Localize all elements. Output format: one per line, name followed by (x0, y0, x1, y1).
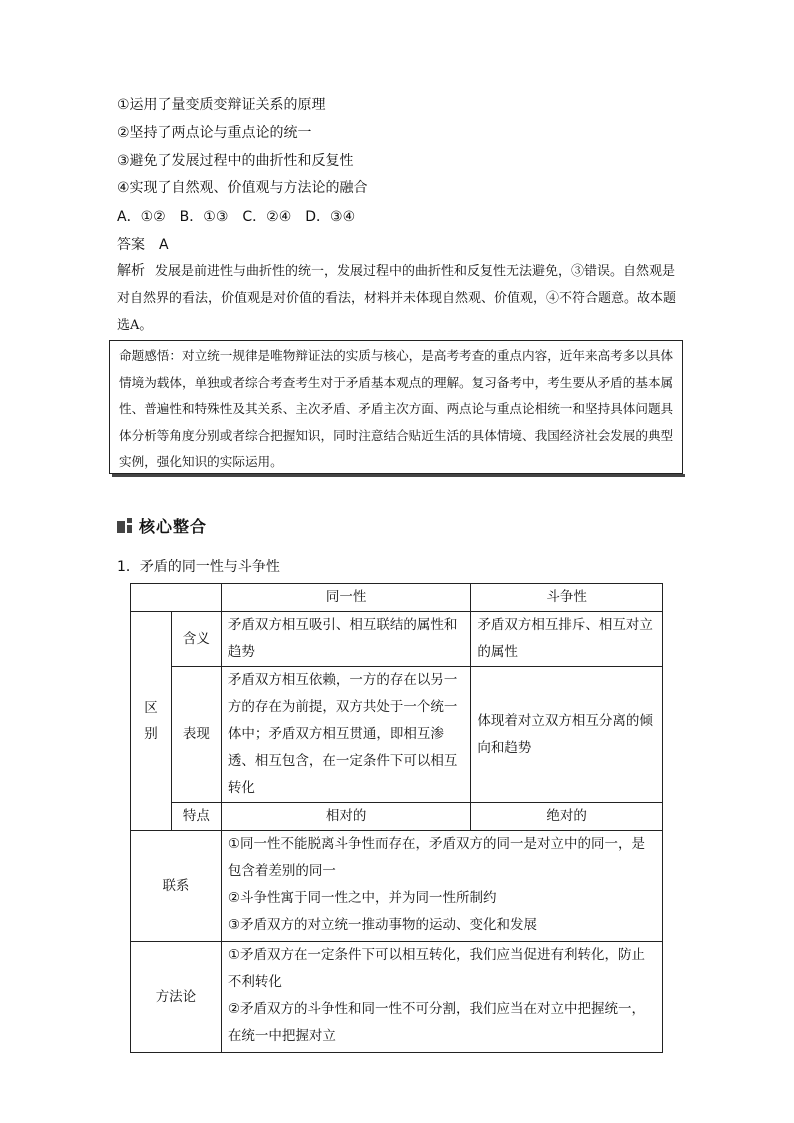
header-struggle: 斗争性 (471, 584, 663, 612)
row-label-meaning: 含义 (171, 612, 221, 667)
relation-line-1: ①同一性不能脱离斗争性而存在，矛盾双方的同一是对立中的同一，是包含着差别的同一 (227, 836, 645, 879)
feature-identity-cell: 相对的 (221, 803, 470, 831)
option-1: ①运用了量变质变辩证关系的原理 (117, 97, 326, 113)
analysis-label: 解析 (117, 263, 145, 279)
answer-value: A (159, 237, 169, 253)
answer-label: 答案 (117, 237, 145, 253)
comparison-table (130, 583, 663, 1053)
row-label-feature: 特点 (171, 803, 221, 831)
meaning-struggle-cell: 矛盾双方相互排斥、相互对立的属性 (471, 612, 663, 667)
header-identity: 同一性 (221, 584, 470, 612)
insight-box (109, 340, 683, 474)
option-3: ③避免了发展过程中的曲折性和反复性 (117, 153, 354, 169)
option-4: ④实现了自然观、价值观与方法论的融合 (117, 180, 368, 196)
option-2: ②坚持了两点论与重点论的统一 (117, 125, 312, 141)
manifest-struggle-cell: 体现着对立双方相互分离的倾向和趋势 (471, 667, 663, 803)
table-corner-cell (131, 584, 222, 612)
insight-box-shadow (112, 474, 685, 477)
method-line-1: ①矛盾双方在一定条件下可以相互转化，我们应当促进有利转化，防止不利转化 (227, 947, 645, 990)
relation-line-3: ③矛盾双方的对立统一推动事物的运动、变化和发展 (227, 917, 537, 933)
row-label-relation: 联系 (131, 831, 222, 942)
table-row (131, 942, 663, 1053)
relation-cell (221, 831, 662, 942)
table-row (131, 831, 663, 942)
table-row (131, 803, 663, 831)
method-cell (221, 942, 662, 1053)
method-line-2: ②矛盾双方的斗争性和同一性不可分割，我们应当在对立中把握统一，在统一中把握对立 (227, 1001, 645, 1044)
analysis-paragraph (117, 258, 677, 339)
section-title: 核心整合 (139, 517, 208, 536)
row-label-method: 方法论 (131, 942, 222, 1053)
answer-choices: A．①② B．①③ C．②④ D．③④ (117, 209, 356, 225)
answer-line (117, 234, 169, 254)
table-row (131, 667, 663, 803)
table-subtitle: 1．矛盾的同一性与斗争性 (117, 559, 280, 575)
meaning-identity-cell: 矛盾双方相互吸引、相互联结的属性和趋势 (221, 612, 470, 667)
section-marker-icon (117, 518, 133, 534)
section-heading (117, 514, 207, 537)
relation-line-2: ②斗争性寓于同一性之中，并为同一性所制约 (227, 890, 497, 906)
row-label-manifest: 表现 (171, 667, 221, 803)
group-label-difference: 区别 (131, 612, 172, 831)
feature-struggle-cell: 绝对的 (471, 803, 663, 831)
table-header-row (131, 584, 663, 612)
manifest-identity-cell: 矛盾双方相互依赖，一方的存在以另一方的存在为前提，双方共处于一个统一体中；矛盾双方相互贯通，即相互渗透、相互包含，在一定条件下可以相互转化 (221, 667, 470, 803)
table-row (131, 612, 663, 667)
insight-text: 命题感悟：对立统一规律是唯物辩证法的实质与核心，是高考考查的重点内容，近年来高考多以具体情境为载体，单独或者综合考查考生对于矛盾基本观点的理解。复习备考中，考生要从矛盾的基本属性、普遍性和特殊性及其关系、主次矛盾、矛盾主次方面、两点论与重点论相统一和坚持具体问题具体分析等角度分别或者综合把握知识，同时注意结合贴近生活的具体情境、我国经济社会发展的典型实例，强化知识的实际运用。 (119, 348, 674, 469)
analysis-text: 发展是前进性与曲折性的统一，发展过程中的曲折性和反复性无法避免，③错误。自然观是对自然界的看法，价值观是对价值的看法，材料并未体现自然观、价值观，④不符合题意。故本题选A。 (117, 264, 677, 333)
